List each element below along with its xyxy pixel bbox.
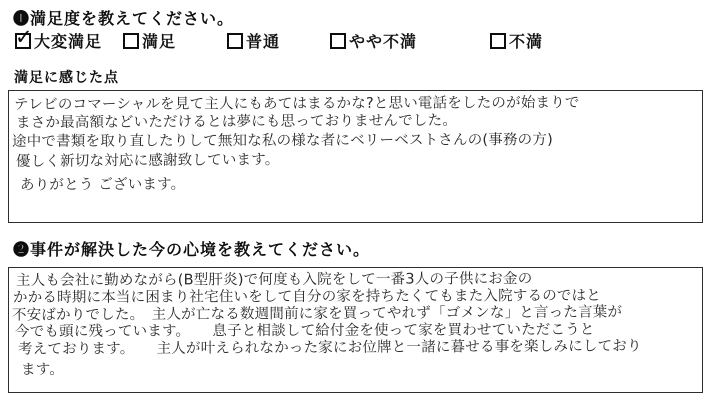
handwritten-line: まさか最高額などいただけるとは夢にも思っておりませんでした。 [15,112,458,132]
option-label: やや不満 [349,34,418,51]
question-2-title: ❷事件が解決した今の心境を教えてください。 [13,242,371,259]
checkbox-very-satisfied [15,24,34,49]
handwritten-line: 不安ばかりでした。 主人が亡なる数週間前に家を買ってやれず「ゴメンな」と言った言葉が [11,304,623,324]
satisfaction-options-row [0,24,712,51]
handwritten-line: 主人も会社に勤めながら(B型肝炎)で何度も入院をして一番3人の子供にお金の [15,271,533,289]
question-1-title: ❶満足度を教えてください。 [13,11,235,28]
option-label: 満足 [142,34,177,51]
option-somewhat-dissatisfied [330,29,417,52]
answer-box-feelings [8,267,703,393]
option-neutral [227,29,280,52]
option-label: 大変満足 [34,34,103,51]
option-dissatisfied [490,29,543,52]
handwritten-line: かかる時期に本当に困まり社宅住いをして自分の家を持ちたくてもまた入院するのではと [12,287,602,307]
checkbox-somewhat-dissatisfied [330,33,346,49]
option-satisfied [123,29,176,52]
checkbox-dissatisfied [490,33,506,49]
answer-box-satisfaction [8,90,703,223]
handwritten-line: 途中で書類を取り直したりして無知な私の様な者にベリーベストさんの(事務の方) [11,132,553,150]
handwritten-line: ます。 [20,361,64,379]
option-very-satisfied [15,24,103,52]
option-label: 普通 [246,34,281,51]
check-mark-icon: ✓ [15,24,34,49]
handwritten-line: 考えております。 主人が叶えられなかった家にお位牌と一諸に暮せる事を楽しみにしており [17,338,642,358]
checkbox-neutral [227,33,243,49]
handwritten-line: 今でも頭に残っています。 息子と相談して給付金を使って家を買わせていただこうと [14,321,595,341]
answer-section-label: 満足に感じた点 [14,71,119,86]
checkbox-satisfied [123,33,139,49]
handwritten-line: 優しく新切な対応に感謝致しています。 [15,152,280,170]
handwritten-line: テレビのコマーシャルを見て主人にもあてはまるかな?と思い電話をしたのが始まりで [13,95,580,113]
option-label: 不満 [509,34,544,51]
handwritten-line: ありがとう ございます。 [19,176,186,194]
